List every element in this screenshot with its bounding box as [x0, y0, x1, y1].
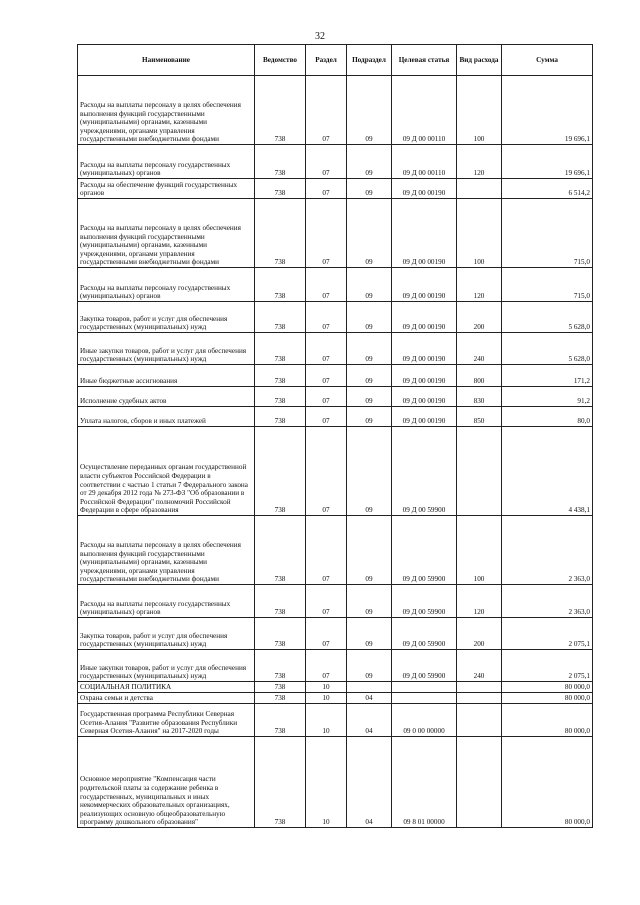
cell-razdel: 07 — [306, 585, 347, 618]
cell-name: Расходы на выплаты персоналу в целях обеспечения выполнения функций государственными (муниципальными) органами, казенными учреждениями, органами управления государственными внебюджетными фондами — [78, 76, 255, 145]
header-vedomstvo: Ведомство — [255, 45, 306, 76]
cell-summa: 171,2 — [502, 365, 593, 387]
cell-vedomstvo: 738 — [255, 585, 306, 618]
cell-vid-raskhoda: 100 — [457, 516, 502, 585]
cell-celevaya-statya: 09 Д 00 00190 — [392, 365, 457, 387]
cell-summa: 5 628,0 — [502, 302, 593, 333]
cell-vedomstvo: 738 — [255, 618, 306, 650]
cell-vid-raskhoda: 850 — [457, 407, 502, 427]
cell-summa: 2 363,0 — [502, 585, 593, 618]
cell-name: Расходы на выплаты персоналу в целях обеспечения выполнения функций государственными (муниципальными) органами, казенными учреждениями, органами управления государственными внебюджетными фондами — [78, 516, 255, 585]
cell-celevaya-statya: 09 Д 00 00110 — [392, 145, 457, 179]
budget-table — [77, 44, 593, 828]
cell-name: Уплата налогов, сборов и иных платежей — [78, 407, 255, 427]
cell-celevaya-statya: 09 Д 00 00190 — [392, 199, 457, 268]
cell-celevaya-statya: 09 Д 00 00190 — [392, 179, 457, 199]
table-row — [78, 693, 593, 704]
cell-name: Расходы на выплаты персоналу государственных (муниципальных) органов — [78, 145, 255, 179]
cell-razdel: 07 — [306, 516, 347, 585]
cell-name: СОЦИАЛЬНАЯ ПОЛИТИКА — [78, 682, 255, 693]
cell-razdel: 07 — [306, 407, 347, 427]
cell-podrazdel: 09 — [347, 302, 392, 333]
cell-podrazdel: 04 — [347, 704, 392, 737]
cell-vedomstvo: 738 — [255, 427, 306, 516]
cell-name: Основное мероприятие "Компенсация части родительской платы за содержание ребенка в государственных, муниципальных и иных некоммерческих образовательных организациях, реализующих основную общеобразовательную программу дошкольного образования" — [78, 737, 255, 828]
cell-vid-raskhoda — [457, 704, 502, 737]
cell-vedomstvo: 738 — [255, 333, 306, 365]
table-row — [78, 427, 593, 516]
cell-vedomstvo: 738 — [255, 268, 306, 302]
cell-razdel: 07 — [306, 179, 347, 199]
cell-vedomstvo: 738 — [255, 704, 306, 737]
cell-celevaya-statya: 09 Д 00 59900 — [392, 618, 457, 650]
cell-vedomstvo: 738 — [255, 407, 306, 427]
table-row — [78, 618, 593, 650]
cell-vid-raskhoda — [457, 179, 502, 199]
cell-vedomstvo: 738 — [255, 365, 306, 387]
cell-razdel: 10 — [306, 682, 347, 693]
cell-summa: 2 075,1 — [502, 650, 593, 682]
cell-razdel: 07 — [306, 145, 347, 179]
cell-vid-raskhoda — [457, 737, 502, 828]
cell-summa: 19 696,1 — [502, 76, 593, 145]
table-row — [78, 387, 593, 407]
cell-vid-raskhoda — [457, 427, 502, 516]
header-razdel: Раздел — [306, 45, 347, 76]
cell-celevaya-statya: 09 0 00 00000 — [392, 704, 457, 737]
header-name: Наименование — [78, 45, 255, 76]
cell-celevaya-statya: 09 Д 00 59900 — [392, 585, 457, 618]
cell-podrazdel: 09 — [347, 145, 392, 179]
cell-celevaya-statya: 09 Д 00 00110 — [392, 76, 457, 145]
cell-razdel: 07 — [306, 76, 347, 145]
cell-razdel: 07 — [306, 387, 347, 407]
cell-name: Иные бюджетные ассигнования — [78, 365, 255, 387]
cell-name: Расходы на обеспечение функций государственных органов — [78, 179, 255, 199]
cell-vedomstvo: 738 — [255, 387, 306, 407]
cell-podrazdel: 09 — [347, 268, 392, 302]
cell-podrazdel: 09 — [347, 199, 392, 268]
cell-vedomstvo: 738 — [255, 516, 306, 585]
cell-razdel: 07 — [306, 333, 347, 365]
table-row — [78, 302, 593, 333]
cell-summa: 5 628,0 — [502, 333, 593, 365]
cell-celevaya-statya: 09 Д 00 59900 — [392, 650, 457, 682]
cell-razdel: 07 — [306, 427, 347, 516]
cell-summa: 80 000,0 — [502, 693, 593, 704]
cell-podrazdel: 09 — [347, 333, 392, 365]
cell-razdel: 10 — [306, 737, 347, 828]
cell-summa: 715,0 — [502, 199, 593, 268]
cell-summa: 80 000,0 — [502, 682, 593, 693]
cell-celevaya-statya — [392, 682, 457, 693]
cell-celevaya-statya: 09 Д 00 00190 — [392, 333, 457, 365]
cell-vedomstvo: 738 — [255, 737, 306, 828]
cell-name: Расходы на выплаты персоналу государственных (муниципальных) органов — [78, 585, 255, 618]
cell-razdel: 07 — [306, 618, 347, 650]
cell-name: Расходы на выплаты персоналу в целях обеспечения выполнения функций государственными (муниципальными) органами, казенными учреждениями, органами управления государственными внебюджетными фондами — [78, 199, 255, 268]
cell-podrazdel: 09 — [347, 179, 392, 199]
cell-razdel: 07 — [306, 365, 347, 387]
cell-vid-raskhoda — [457, 682, 502, 693]
cell-vid-raskhoda: 100 — [457, 199, 502, 268]
cell-name: Иные закупки товаров, работ и услуг для обеспечения государственных (муниципальных) нужд — [78, 333, 255, 365]
header-summa: Сумма — [502, 45, 593, 76]
cell-summa: 715,0 — [502, 268, 593, 302]
table-row — [78, 268, 593, 302]
table-body — [78, 76, 593, 828]
cell-vedomstvo: 738 — [255, 302, 306, 333]
table-row — [78, 516, 593, 585]
cell-razdel: 07 — [306, 268, 347, 302]
table-row — [78, 145, 593, 179]
cell-vid-raskhoda: 120 — [457, 268, 502, 302]
table-row — [78, 76, 593, 145]
table-row — [78, 682, 593, 693]
cell-summa: 80 000,0 — [502, 704, 593, 737]
cell-celevaya-statya: 09 Д 00 00190 — [392, 387, 457, 407]
cell-razdel: 07 — [306, 302, 347, 333]
table-row — [78, 199, 593, 268]
page-number: 32 — [315, 31, 325, 42]
cell-razdel: 10 — [306, 704, 347, 737]
cell-summa: 80,0 — [502, 407, 593, 427]
cell-podrazdel: 04 — [347, 737, 392, 828]
table-row — [78, 585, 593, 618]
cell-podrazdel: 09 — [347, 427, 392, 516]
cell-razdel: 07 — [306, 199, 347, 268]
cell-vedomstvo: 738 — [255, 76, 306, 145]
cell-vid-raskhoda: 830 — [457, 387, 502, 407]
header-vid-raskhoda: Вид расхода — [457, 45, 502, 76]
cell-podrazdel: 09 — [347, 650, 392, 682]
cell-podrazdel: 09 — [347, 365, 392, 387]
header-podrazdel: Подраздел — [347, 45, 392, 76]
table-row — [78, 407, 593, 427]
cell-podrazdel: 09 — [347, 387, 392, 407]
cell-vid-raskhoda: 200 — [457, 618, 502, 650]
cell-name: Закупка товаров, работ и услуг для обеспечения государственных (муниципальных) нужд — [78, 302, 255, 333]
cell-vedomstvo: 738 — [255, 693, 306, 704]
cell-name: Охрана семьи и детства — [78, 693, 255, 704]
cell-celevaya-statya — [392, 693, 457, 704]
cell-vid-raskhoda: 120 — [457, 585, 502, 618]
table-row — [78, 333, 593, 365]
table-row — [78, 704, 593, 737]
table-row — [78, 737, 593, 828]
table-header-row — [78, 45, 593, 76]
cell-podrazdel: 09 — [347, 618, 392, 650]
cell-celevaya-statya: 09 Д 00 59900 — [392, 427, 457, 516]
cell-summa: 2 363,0 — [502, 516, 593, 585]
table-row — [78, 179, 593, 199]
cell-vid-raskhoda: 240 — [457, 650, 502, 682]
cell-podrazdel: 09 — [347, 407, 392, 427]
cell-podrazdel: 09 — [347, 585, 392, 618]
cell-podrazdel: 09 — [347, 516, 392, 585]
table-row — [78, 650, 593, 682]
cell-summa: 4 438,1 — [502, 427, 593, 516]
cell-razdel: 10 — [306, 693, 347, 704]
cell-podrazdel: 09 — [347, 76, 392, 145]
cell-name: Государственная программа Республики Северная Осетия-Алания "Развитие образования Республики Северная Осетия-Алания" на 2017-2020 годы — [78, 704, 255, 737]
cell-name: Закупка товаров, работ и услуг для обеспечения государственных (муниципальных) нужд — [78, 618, 255, 650]
cell-summa: 6 514,2 — [502, 179, 593, 199]
table-row — [78, 365, 593, 387]
cell-podrazdel: 04 — [347, 693, 392, 704]
cell-name: Иные закупки товаров, работ и услуг для обеспечения государственных (муниципальных) нужд — [78, 650, 255, 682]
cell-vedomstvo: 738 — [255, 179, 306, 199]
cell-vedomstvo: 738 — [255, 145, 306, 179]
cell-summa: 80 000,0 — [502, 737, 593, 828]
cell-celevaya-statya: 09 Д 00 00190 — [392, 302, 457, 333]
cell-celevaya-statya: 09 Д 00 00190 — [392, 268, 457, 302]
cell-vid-raskhoda: 120 — [457, 145, 502, 179]
cell-vedomstvo: 738 — [255, 650, 306, 682]
cell-celevaya-statya: 09 Д 00 00190 — [392, 407, 457, 427]
cell-summa: 2 075,1 — [502, 618, 593, 650]
cell-vid-raskhoda: 800 — [457, 365, 502, 387]
cell-summa: 91,2 — [502, 387, 593, 407]
cell-summa: 19 696,1 — [502, 145, 593, 179]
cell-vid-raskhoda: 200 — [457, 302, 502, 333]
cell-vedomstvo: 738 — [255, 199, 306, 268]
cell-vid-raskhoda: 240 — [457, 333, 502, 365]
cell-podrazdel — [347, 682, 392, 693]
cell-razdel: 07 — [306, 650, 347, 682]
cell-celevaya-statya: 09 8 01 00000 — [392, 737, 457, 828]
header-celevaya-statya: Целевая статья — [392, 45, 457, 76]
cell-vid-raskhoda — [457, 693, 502, 704]
cell-name: Расходы на выплаты персоналу государственных (муниципальных) органов — [78, 268, 255, 302]
cell-name: Осуществление переданных органам государственной власти субъектов Российской Федерации в соответствии с частью 1 статьи 7 Федерального закона от 29 декабря 2012 года № 273-ФЗ "Об образовании в Российской Федерации" полномочий Российской Федерации в сфере образования — [78, 427, 255, 516]
cell-name: Исполнение судебных актов — [78, 387, 255, 407]
cell-vedomstvo: 738 — [255, 682, 306, 693]
cell-celevaya-statya: 09 Д 00 59900 — [392, 516, 457, 585]
cell-vid-raskhoda: 100 — [457, 76, 502, 145]
